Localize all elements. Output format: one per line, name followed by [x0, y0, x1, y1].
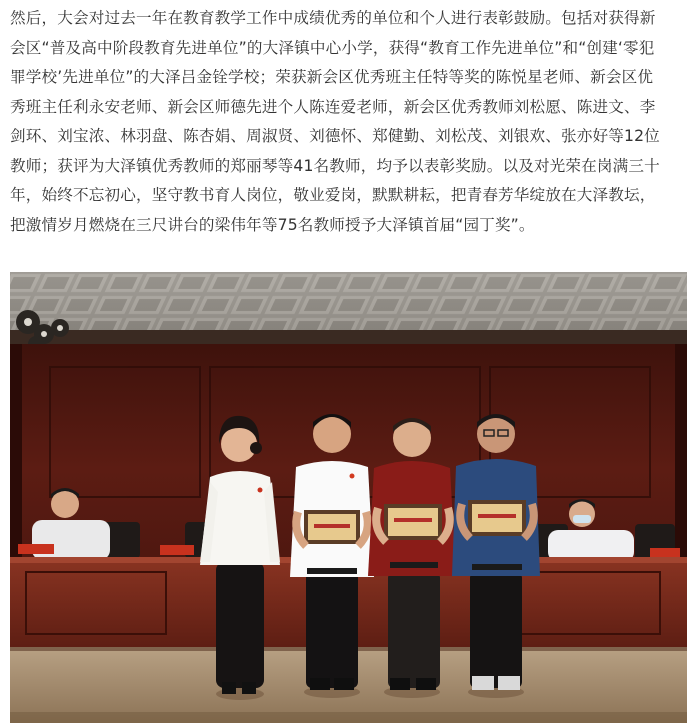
paragraph-line: 把激情岁月燃烧在三尺讲台的梁伟年等75名教师授予大泽镇首届“园丁奖”。	[10, 215, 535, 234]
paragraph-line: 罪学校’先进单位”的大泽吕金铨学校；荣获新会区优秀班主任特等奖的陈悦星老师、新会区优	[10, 68, 654, 86]
paragraph-line: 剑环、刘宝浓、林羽盘、陈杏娟、周淑贤、刘德怀、郑健勤、刘松茂、刘银欢、张亦好等12位	[10, 127, 660, 145]
paragraph-line: 会区“普及高中阶段教育先进单位”的大泽镇中心小学，获得“教育工作先进单位”和“创建‘零犯	[10, 38, 655, 57]
award-ceremony-photo	[10, 272, 687, 723]
paragraph-line: 然后，大会对过去一年在教育教学工作中成绩优秀的单位和个人进行表彰鼓励。包括对获得新	[10, 9, 656, 27]
award-ceremony-illustration	[10, 272, 687, 723]
paragraph-line: 秀班主任利永安老师、新会区师德先进个人陈连爱老师，新会区优秀教师刘松愿、陈进文、李	[10, 97, 656, 116]
article-paragraph	[10, 4, 686, 240]
paragraph-line: 年，始终不忘初心，坚守教书育人岗位，敬业爱岗，默默耕耘，把青春芳华绽放在大泽教坛，	[10, 186, 656, 204]
paragraph-line: 教师；获评为大泽镇优秀教师的郑丽琴等41名教师，均予以表彰奖励。以及对光荣在岗满三十	[10, 156, 660, 175]
